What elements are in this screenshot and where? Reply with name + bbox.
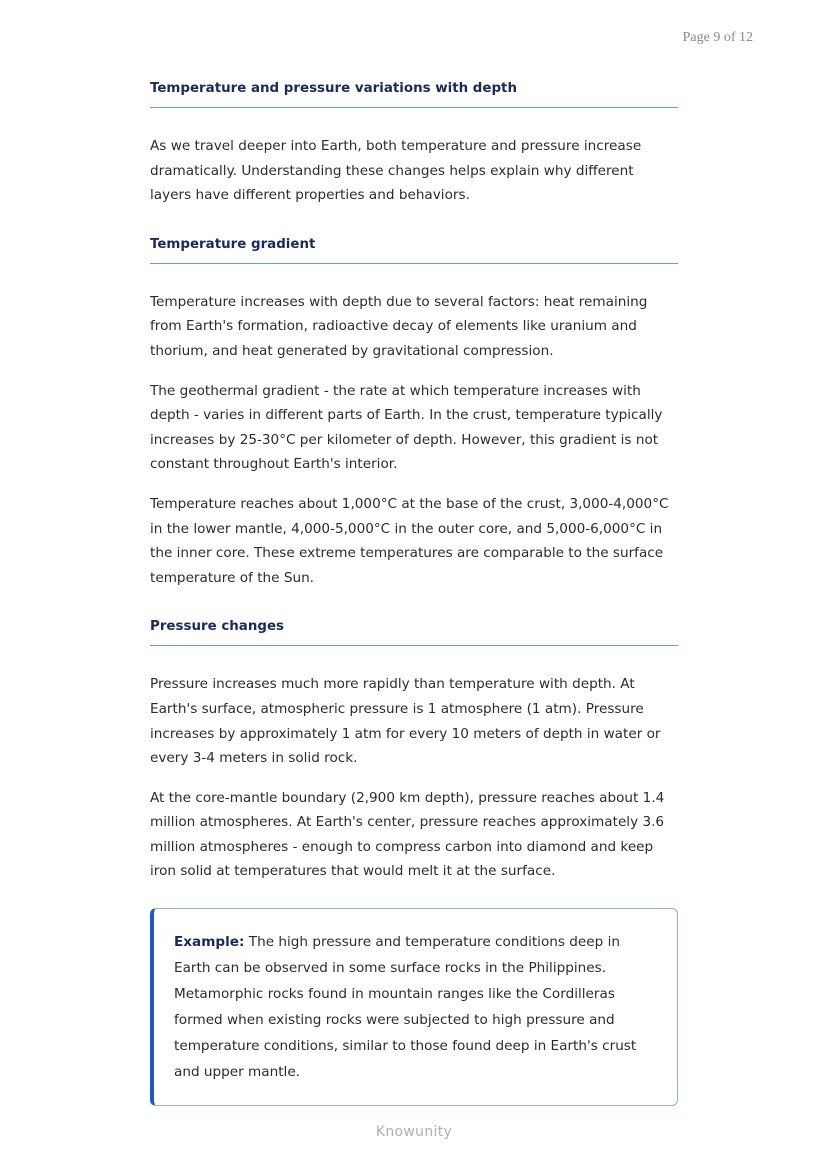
paragraph-geothermal-gradient: The geothermal gradient - the rate at which temperature increases with depth - varies in different parts of Earth. In the crust, temperature typically increases by 25-30°C per kilometer of depth. However, this gradient is not constant throughout Earth's interior. [150,382,663,473]
section-heading-pressure-changes: Pressure changes [150,617,678,646]
paragraph-temperature-factors: Temperature increases with depth due to several factors: heat remaining from Earth's formation, radioactive decay of elements like uranium and thorium, and heat generated by gravitational compression. [150,293,648,359]
page-indicator: Page 9 of 12 [682,30,753,45]
footer-brand: Knowunity [375,1124,453,1140]
paragraph-pressure-increase: Pressure increases much more rapidly than temperature with depth. At Earth's surface, atmospheric pressure is 1 atmosphere (1 atm). Pressure increases by approximately 1 atm for every 10 meters of depth in water or every 3-4 meters in solid rock. [150,676,661,767]
example-text: The high pressure and temperature conditions deep in Earth can be observed in some surface rocks in the Philippines. Metamorphic rocks found in mountain ranges like the Cordilleras formed when existing rocks were subjected to high pressure and temperature conditions, similar to those found deep in Earth's crust and upper mantle. [174,934,637,1081]
section-heading-variations: Temperature and pressure variations with depth [150,79,678,108]
paragraph-intro: As we travel deeper into Earth, both temperature and pressure increase dramatically. Understanding these changes helps explain why different layers have different properties and behaviors. [150,138,642,204]
paragraph-temperature-values: Temperature reaches about 1,000°C at the base of the crust, 3,000-4,000°C in the lower mantle, 4,000-5,000°C in the outer core, and 5,000-6,000°C in the inner core. These extreme temperatures are comparable to the surface temperature of the Sun. [150,495,669,586]
example-label: Example: [174,934,245,951]
example-callout [150,908,678,1106]
paragraph-pressure-values: At the core-mantle boundary (2,900 km depth), pressure reaches about 1.4 million atmospheres. At Earth's center, pressure reaches approximately 3.6 million atmospheres - enough to compress carbon into diamond and keep iron solid at temperatures that would melt it at the surface. [150,789,665,880]
section-heading-temperature-gradient: Temperature gradient [150,235,678,264]
document-body [150,79,678,1106]
